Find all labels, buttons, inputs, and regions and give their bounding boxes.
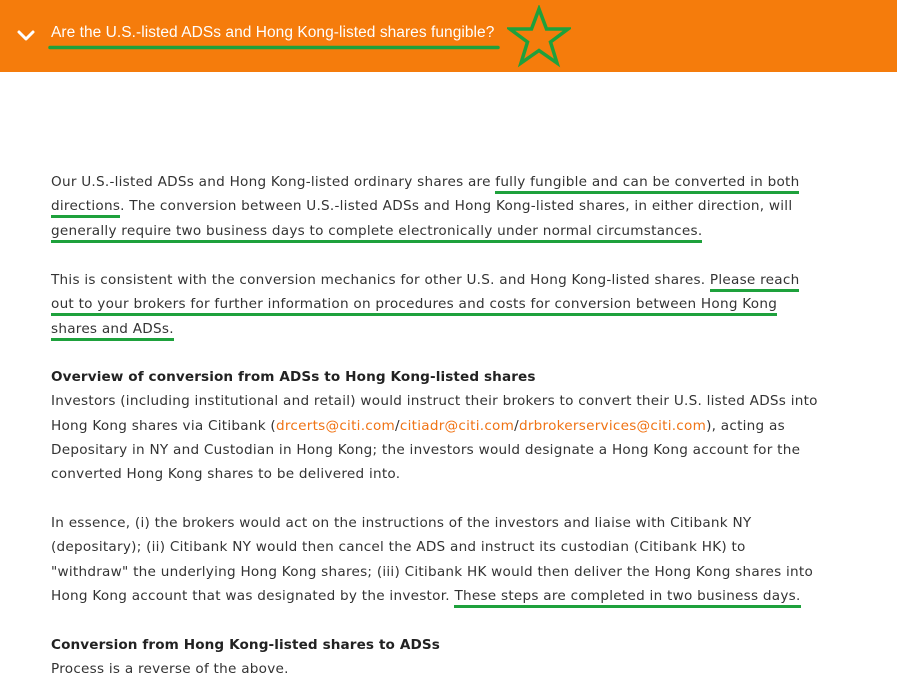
text-line: Depositary in NY and Custodian in Hong Kong; the investors would designate a Hong Kong account for the (51, 441, 801, 458)
highlighted-text: shares and ADSs. (51, 321, 174, 341)
highlighted-text: fully fungible and can be converted in both (495, 174, 799, 194)
text-segment: Hong Kong shares via Citibank ( (51, 417, 276, 434)
text-line: (depositary); (ii) Citibank NY would then cancel the ADS and instruct its custodian (Citibank HK) to (51, 539, 746, 556)
highlighted-text: generally require two business days to complete electronically under normal circumstances. (51, 223, 702, 243)
highlighted-text: directions (51, 198, 120, 218)
text-line: converted Hong Kong shares to be delivered into. (51, 466, 401, 483)
highlighted-text: out to your brokers for further information on procedures and costs for conversion between Hong Kong (51, 296, 777, 316)
text-line: In essence, (i) the brokers would act on the instructions of the investors and liaise with Citibank NY (51, 515, 752, 531)
faq-accordion-header[interactable] (0, 0, 897, 72)
text-line: "withdraw" the underlying Hong Kong shares; (iii) Citibank HK would then deliver the Hong Kong shares into (51, 563, 814, 580)
faq-question-title[interactable]: Are the U.S.-listed ADSs and Hong Kong-listed shares fungible? (51, 24, 495, 41)
text-segment: This is consistent with the conversion mechanics for other U.S. and Hong Kong-listed shares. (51, 272, 710, 288)
text-segment: Hong Kong account that was designated by the investor. (51, 587, 455, 604)
section-heading-hk-to-ads: Conversion from Hong Kong-listed shares to ADSs (51, 637, 440, 653)
email-link-drbrokerservices[interactable]: drbrokerservices@citi.com (518, 417, 707, 434)
text-segment: . The conversion between U.S.-listed ADSs and Hong Kong-listed shares, in either direction, will (120, 198, 793, 215)
text-segment: ), acting as (706, 417, 785, 434)
separator: / (514, 417, 519, 434)
paragraph-fungibility (51, 170, 851, 243)
email-link-citiadr[interactable]: citiadr@citi.com (399, 417, 515, 434)
text-segment: Our U.S.-listed ADSs and Hong Kong-listed ordinary shares are (51, 174, 496, 190)
text-line: Investors (including institutional and retail) would instruct their brokers to convert their U.S. listed ADSs into (51, 393, 818, 410)
email-link-drcerts[interactable]: drcerts@citi.com (275, 417, 396, 434)
chevron-down-icon[interactable] (16, 29, 36, 43)
paragraph-essence (51, 511, 851, 608)
title-underline-annotation (48, 45, 500, 50)
text-line: Process is a reverse of the above. (51, 661, 289, 678)
star-icon (507, 5, 571, 69)
paragraph-brokers (51, 268, 851, 341)
highlighted-text: These steps are completed in two business days. (454, 588, 800, 608)
paragraph-ads-to-hk (51, 365, 851, 486)
separator: / (395, 417, 400, 434)
paragraph-hk-to-ads (51, 633, 851, 682)
section-heading-ads-to-hk: Overview of conversion from ADSs to Hong Kong-listed shares (51, 369, 536, 385)
highlighted-text: Please reach (710, 272, 800, 292)
